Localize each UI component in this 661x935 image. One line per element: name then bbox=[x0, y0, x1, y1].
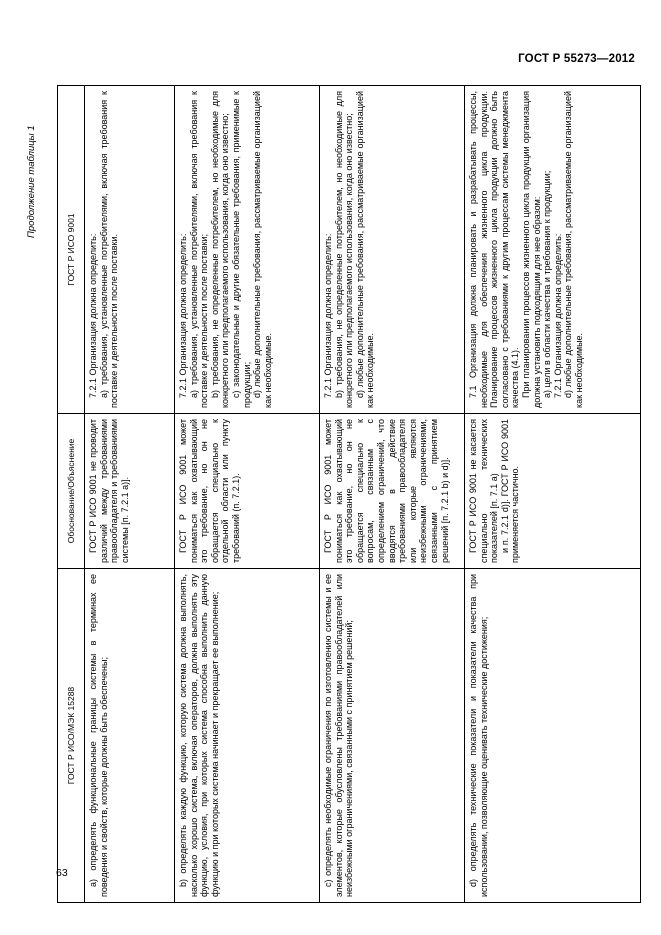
page-number: 63 bbox=[56, 867, 68, 879]
doc-header: ГОСТ Р 55273—2012 bbox=[518, 53, 635, 65]
header-row bbox=[58, 86, 85, 903]
clause-paragraph: с) определять необходимые ограничения по изготовлению системы и ее элементов, которые обусловлены требованиями правообладателей или неизбежными ограничениями, связанными с принятием решений; bbox=[323, 574, 355, 897]
column-header-iso15288: ГОСТ Р ИСО/МЭК 15288 bbox=[58, 569, 85, 903]
clause-paragraph: а) определять функциональные границы системы в терминах ее поведения и свойств, которые должны быть обеспечены; bbox=[88, 574, 109, 897]
clause-paragraph: d) любые дополнительные требования, рассматриваемые организацией как необходимые. bbox=[252, 91, 273, 408]
clause-paragraph: а) требования, установленные потребителями, включая требования к поставке и деятельности после поставки; bbox=[188, 91, 210, 408]
rotated-table-content bbox=[57, 86, 640, 903]
clause-paragraph: b) определять каждую функцию, которую система должна выполнять, насколько хорошо система, включая операторов, должна выполнять эту функцию, условия, при которых система способна выполнить данную функцию и при которых система начинает и прекращает ее выполнение; bbox=[178, 574, 220, 897]
clause-paragraph: b) требования, не определенные потребителем, но необходимые для конкретного или предполагаемого использования, когда оно известно; bbox=[209, 91, 231, 408]
clause-paragraph: 7.1 Организация должна планировать и разрабатывать процессы, необходимые для обеспечения жизненного цикла продукции. Планирование процессов жизненного цикла продукции должно быть согласовано с требованиями к другим процессам системы менеджмента качества (4.1). bbox=[468, 91, 521, 408]
table-row-a bbox=[85, 86, 175, 903]
table-row-b bbox=[175, 86, 320, 903]
table-caption: Продолжение таблицы 1 bbox=[26, 125, 37, 238]
clause-paragraph: d) любые дополнительные требования, рассматриваемые организацией как необходимые. bbox=[354, 91, 376, 408]
cell-iso15288-c bbox=[320, 569, 465, 903]
table-row-d bbox=[465, 86, 641, 903]
cell-explanation-a bbox=[85, 414, 175, 569]
cell-iso9001-b bbox=[175, 86, 320, 414]
cell-explanation-b bbox=[175, 414, 320, 569]
cell-iso15288-a bbox=[85, 569, 175, 903]
clause-paragraph: с) законодательные и другие обязательные требования, применимые к продукции; bbox=[231, 91, 252, 408]
clause-paragraph: d) определять технические показатели и показатели качества при использовании, позволяющие оценивать технические достижения; bbox=[468, 574, 489, 897]
cell-explanation-d bbox=[465, 414, 641, 569]
clause-paragraph: 7.2.1 Организация должна определить: bbox=[178, 233, 188, 398]
clause-paragraph: 7.2.1 Организация должна определить: bbox=[88, 233, 98, 398]
clause-paragraph: ГОСТ Р ИСО 9001 может пониматься как охватывающий это требование, но он не обращается специально к отдельной области или пункту требований (п. 7.2.1). bbox=[178, 419, 242, 563]
clause-paragraph: а) цели в области качества и требования к продукции; bbox=[542, 170, 553, 398]
cell-iso15288-b bbox=[175, 569, 320, 903]
clause-paragraph: При планировании процессов жизненного цикла продукции организация должна установить подходящим для нее образом: bbox=[521, 91, 542, 408]
cell-iso9001-d bbox=[465, 86, 641, 414]
clause-paragraph: ГОСТ Р ИСО 9001 может пониматься как охватывающий это требование, но он не обращается специально к вопросам, связанным с определением ограничений, что вводятся в действие требованиями правообладателя или которые являются неизбежными ограничениями, связанными с принятием решений [п. 7.2.1 b) и d)]. bbox=[323, 419, 450, 563]
table-row-c bbox=[320, 86, 465, 903]
clause-paragraph: 7.2.1 Организация должна определить: bbox=[552, 233, 563, 398]
column-header-iso9001: ГОСТ Р ИСО 9001 bbox=[58, 86, 85, 414]
clause-paragraph: b) требования, не определенные потребителем, но необходимые для конкретного или предполагаемого использования, когда оно известно; bbox=[333, 91, 355, 408]
cell-explanation-c bbox=[320, 414, 465, 569]
rotated-table-area bbox=[57, 86, 640, 903]
clause-paragraph: и п. 7.2.1 d)]. ГОСТ Р ИСО 9001 применяется частично. bbox=[499, 419, 521, 563]
cell-iso9001-a bbox=[85, 86, 175, 414]
clause-paragraph: ГОСТ Р ИСО 9001 не проводит различий между требованиями правообладателя и требованиями системы [п. 7.2.1 а)]. bbox=[88, 419, 130, 563]
cell-iso9001-c bbox=[320, 86, 465, 414]
cell-iso15288-d bbox=[465, 569, 641, 903]
clause-paragraph: 7.2.1 Организация должна определить: bbox=[323, 233, 333, 398]
clause-paragraph: ГОСТ Р ИСО 9001 не касается специально технических показателей [п. 7.1 а) bbox=[468, 419, 500, 563]
mapping-table bbox=[57, 85, 641, 903]
column-header-explanation: Обоснование/Объяснение bbox=[58, 414, 85, 569]
clause-paragraph: а) требования, установленные потребителями, включая требования к поставке и деятельности после поставки. bbox=[98, 91, 120, 408]
clause-paragraph: d) любые дополнительные требования, рассматриваемые организацией как необходимые. bbox=[563, 91, 585, 408]
